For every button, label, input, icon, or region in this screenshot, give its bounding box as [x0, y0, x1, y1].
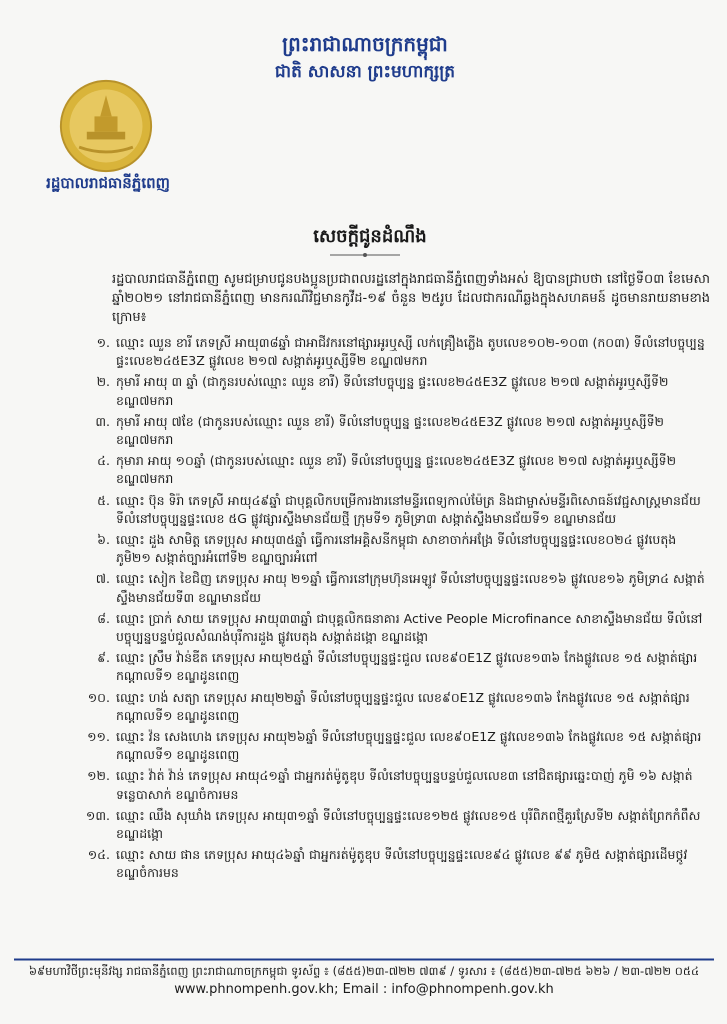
case-item — [70, 807, 710, 843]
case-number: ៥. — [97, 492, 110, 508]
case-item — [70, 413, 710, 449]
case-number: ៤. — [97, 453, 110, 469]
case-item — [70, 689, 710, 725]
case-description: ឈ្មោះ ប៊ុន ទិរ៉ា ភេទស្រី អាយុ៤៩ឆ្នាំ ជាបុគ្គលិកបម្រើការងារនៅមន្ទីរពេទ្យកាល់ម៉ែត្រ និងជាម្ចាស់មន្ទីរពិសោធន៍វេជ្ជសាស្ត្រមានជ័យ ទីលំនៅបច្ចុប្បន្នផ្ទះលេខ ៥G ផ្លូវផ្សារស្ទឹងមានជ័យថ្មី ក្រុមទី១ ភូមិទ្រា៣ សង្កាត់ស្ទឹងមានជ័យទី១ ខណ្ឌមានជ័យ — [116, 492, 701, 526]
case-description: ឈ្មោះ វ៉ាត់ វ៉ាន់ ភេទប្រុស អាយុ៤១ឆ្នាំ ជាអ្នករត់ម៉ូតូឌុប ទីលំនៅបច្ចុប្បន្នបន្ទប់ជួលលេខ៣ នៅជិតផ្សារឆ្នេះបាញ់ ភូមិ ១៦ សង្កាត់ទន្លេបាសាក់ ខណ្ឌចំការមន — [116, 768, 693, 802]
case-description: ឈ្មោះ ឈួន ខារី ភេទស្រី អាយុ៣៨ឆ្នាំ ជាអាជីវករនៅផ្សារអូរឬស្សី លក់គ្រឿងភ្លើង តូបលេខ១០២-១០៣ (ក០៣) ទីលំនៅបច្ចុប្បន្ន ផ្ទះលេខ២៤៥E3Z ផ្លូវលេខ ២១៧ សង្កាត់អូរឬស្សីទី២ ខណ្ឌ៧មករា — [116, 335, 705, 369]
case-number: ៧. — [95, 571, 110, 587]
case-description: កុមារី អាយុ ៣ ឆ្នាំ (ជាកូនរបស់ឈ្មោះ ឈួន ខារី) ទីលំនៅបច្ចុប្បន្ន ផ្ទះលេខ២៤៥E3Z ផ្លូវលេខ ២១៧ សង្កាត់អូរឬស្សីទី២ ខណ្ឌ៧មករា — [116, 374, 669, 408]
case-number: ១១. — [87, 729, 110, 745]
intro-paragraph — [70, 270, 710, 327]
case-description: ឈ្មោះ ស្រឹម វ៉ាន់ឌីត ភេទប្រុស អាយុ២៥ឆ្នាំ ទីលំនៅបច្ចុប្បន្នផ្ទះជួល លេខ៩០E1Z ផ្លូវលេខ១៣៦ កែងផ្លូវលេខ ១៥ សង្កាត់ផ្សារកណ្ដាលទី១ ខណ្ឌដូនពេញ — [116, 650, 698, 684]
intro-text: រដ្ឋបាលរាជធានីភ្នំពេញ សូមជម្រាបជូនបងប្អូនប្រជាពលរដ្ឋនៅក្នុងរាជធានីភ្នំពេញទាំងអស់ ឱ្យបានជ្រាបថា នៅថ្ងៃទី០៣ ខែមេសា ឆ្នាំ២០២១ នៅរាជធានីភ្នំពេញ មានករណីវិជ្ជមានកូវីដ-១៩ ចំនួន ២៥រូប ដែលជាករណីឆ្លងក្នុងសហគមន៍ ដូចមានរាយនាមខាងក្រោម៖ — [112, 272, 710, 325]
case-description: ឈ្មោះ ប្រាក់ សាយ ភេទប្រុស អាយុ៣៣ឆ្នាំ ជាបុគ្គលិកធនាគារ Active People Microfinance សាខាស្ទឹងមានជ័យ ទីលំនៅបច្ចុប្បន្នបន្ទប់ជួលសំណង់បុរីការដួង ផ្លូវបេតុង សង្កាត់ដង្កោ ខណ្ឌដង្កោ — [116, 610, 703, 645]
case-item — [70, 492, 710, 528]
document-title: សេចក្តីជូនដំណឹង — [313, 226, 427, 247]
case-item — [70, 452, 710, 488]
case-item — [70, 649, 710, 685]
footer-address: ៦៩មហាវិថីព្រះមុនីវង្ស រាជធានីភ្នំពេញ ព្រះរាជាណាចក្រកម្ពុជា ទូរស័ព្ទ ៖ (៨៥៥)២៣-៧២២ ៧៣៩ / ទូរសារ ៖ (៨៥៥)២៣-៧២៥ ៦២៦ / ២៣-៧២២ ០៥៤ — [28, 964, 700, 978]
case-description: ឈ្មោះ សាយ ផាន ភេទប្រុស អាយុ៤៦ឆ្នាំ ជាអ្នករត់ម៉ូតូឌុប ទីលំនៅបច្ចុប្បន្នផ្ទះលេខ៩៤ ផ្លូវលេខ ៩៩ ភូមិ៥ សង្កាត់ផ្សារដើមថ្កូវ ខណ្ឌចំការមន — [116, 847, 688, 881]
case-item — [70, 334, 710, 370]
case-description: ឈ្មោះ សៀក ខៃជិញ ភេទប្រុស អាយុ ២១ឆ្នាំ ធ្វើការនៅក្រុមហ៊ុនអេឡូវ ទីលំនៅបច្ចុប្បន្នផ្ទះលេខ១៦ ផ្លូវលេខ១៦ ភូមិទ្រា៤ សង្កាត់ស្ទឹងមានជ័យទី៣ ខណ្ឌមានជ័យ — [116, 571, 705, 605]
case-description: ឈ្មោះ វ៉ន សេងហេង ភេទប្រុស អាយុ២៦ឆ្នាំ ទីលំនៅបច្ចុប្បន្នផ្ទះជួល លេខ៩០E1Z ផ្លូវលេខ១៣៦ កែងផ្លូវលេខ ១៥ សង្កាត់ផ្សារកណ្ដាលទី១ ខណ្ឌដូនពេញ — [116, 729, 702, 763]
case-number: ១. — [96, 335, 110, 350]
case-item — [70, 373, 710, 409]
case-number: ៨. — [97, 610, 110, 626]
case-item — [70, 610, 710, 646]
footer-website: www.phnompenh.gov.kh; Email : info@phnompenh.gov.kh — [174, 982, 554, 997]
case-list — [70, 334, 710, 886]
case-description: ឈ្មោះ ដួង សាមិត្ត ភេទប្រុស អាយុ៣៥ឆ្នាំ ធ្វើការនៅអគ្គិសនីកម្ពុជា សាខាចាក់អង្រែ ទីលំនៅបច្ចុប្បន្នផ្ទះលេខ០២៤ ផ្លូវបេតុង ភូមិ២១ សង្កាត់ច្បារអំពៅទី២ ខណ្ឌច្បារអំពៅ — [116, 532, 677, 566]
case-item — [70, 531, 710, 567]
city-emblem-icon — [58, 78, 154, 174]
national-motto: ជាតិ សាសនា ព្រះមហាក្សត្រ — [274, 62, 456, 82]
case-number: ១០. — [87, 689, 110, 705]
case-item — [70, 570, 710, 606]
case-description: កុមារី អាយុ ៧ខែ (ជាកូនរបស់ឈ្មោះ ឈួន ខារី) ទីលំនៅបច្ចុប្បន្ន ផ្ទះលេខ២៤៥E3Z ផ្លូវលេខ ២១៧ សង្កាត់អូរឬស្សីទី២ ខណ្ឌ៧មករា — [116, 413, 665, 448]
case-item — [70, 846, 710, 882]
case-number: ១៤. — [87, 847, 110, 863]
case-description: ឈ្មោះ ហង់ សត្យា ភេទប្រុស អាយុ២២ឆ្នាំ ទីលំនៅបច្ចុប្បន្នផ្ទះជួល លេខ៩០E1Z ផ្លូវលេខ១៣៦ កែងផ្លូវលេខ ១៥ សង្កាត់ផ្សារកណ្ដាលទី១ ខណ្ឌដូនពេញ — [116, 689, 690, 723]
case-item — [70, 728, 710, 764]
case-item — [70, 767, 710, 803]
case-number: ៩. — [97, 650, 110, 666]
case-number: ១២. — [87, 768, 110, 784]
case-description: ឈ្មោះ ឈឹង សុឃាំង ភេទប្រុស អាយុ៣១ឆ្នាំ ទីលំនៅបច្ចុប្បន្នផ្ទះលេខ១២៥ ផ្លូវលេខ១៥ បុរីពិភពថ្មីគួរស្រែទី២ សង្កាត់ព្រែកកំពឹស ខណ្ឌដង្កោ — [116, 807, 701, 842]
case-number: ២. — [96, 374, 110, 390]
letterhead-kingdom — [250, 30, 480, 86]
organization-name: រដ្ឋបាលរាជធានីភ្នំពេញ — [46, 174, 170, 192]
case-number: ១៣. — [85, 807, 110, 823]
case-number: ៦. — [97, 532, 110, 548]
footer-divider — [14, 958, 714, 961]
title-ornament — [330, 252, 400, 258]
case-number: ៣. — [95, 413, 110, 429]
case-description: កុមារា អាយុ ១០ឆ្នាំ (ជាកូនរបស់ឈ្មោះ ឈួន ខារី) ទីលំនៅបច្ចុប្បន្ន ផ្ទះលេខ២៤៥E3Z ផ្លូវលេខ ២១៧ សង្កាត់អូរឬស្សីទី២ ខណ្ឌ៧មករា — [116, 453, 677, 487]
kingdom-name: ព្រះរាជាណាចក្រកម្ពុជា — [282, 32, 448, 56]
